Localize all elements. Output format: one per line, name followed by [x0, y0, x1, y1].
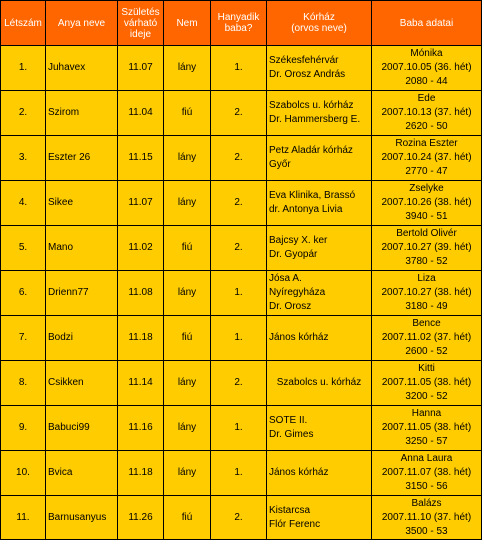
- cell-hospital: [267, 226, 372, 271]
- table-row: [1, 46, 482, 91]
- hospital-line: Dr. Gimes: [269, 429, 314, 440]
- cell-baby-data: [372, 361, 482, 406]
- cell-hospital: [267, 406, 372, 451]
- baby-birth-date: 2007.10.26 (38. hét): [381, 197, 472, 208]
- cell-count: 4.: [1, 181, 46, 226]
- baby-name: Kitti: [418, 363, 435, 374]
- header-text: (orvos neve): [291, 23, 347, 34]
- hospital-line: Kistarcsa: [269, 504, 311, 516]
- hospital-line: Bajcsy X. ker: [269, 235, 328, 246]
- cell-baby-data: [372, 406, 482, 451]
- cell-mother-name: Bvica: [46, 451, 118, 496]
- cell-count: 1.: [1, 46, 46, 91]
- hospital-line: Szabolcs u. kórház: [276, 377, 362, 388]
- cell-sex: fiú: [164, 226, 211, 271]
- cell-baby-data: [372, 271, 482, 316]
- cell-sex: lány: [164, 451, 211, 496]
- hospital-line: SOTE II.: [269, 415, 308, 426]
- baby-birth-date: 2007.11.02 (37. hét): [381, 332, 472, 343]
- baby-birth-date: 2007.11.05 (38. hét): [381, 377, 472, 388]
- cell-baby-data: [372, 91, 482, 136]
- cell-due-date: 11.04: [118, 91, 164, 136]
- cell-count: 6.: [1, 271, 46, 316]
- baby-weight-length: 2620 - 50: [405, 121, 448, 132]
- baby-name: Rozina Eszter: [395, 138, 458, 149]
- cell-sex: lány: [164, 271, 211, 316]
- header-text: Anya neve: [57, 17, 106, 29]
- hospital-line: dr. Antonya Livia: [269, 204, 343, 215]
- cell-due-date: 11.18: [118, 316, 164, 361]
- baby-weight-length: 3940 - 51: [405, 211, 448, 222]
- cell-mother-name: Mano: [46, 226, 118, 271]
- baby-name: Zselyke: [409, 183, 444, 194]
- cell-count: 8.: [1, 361, 46, 406]
- header-cell-due-date: [118, 1, 164, 46]
- header-text: Hanyadik: [217, 12, 260, 23]
- cell-count: 10.: [1, 451, 46, 496]
- cell-due-date: 11.18: [118, 451, 164, 496]
- cell-mother-name: Juhavex: [46, 46, 118, 91]
- hospital-line: János kórház: [269, 467, 329, 478]
- baby-weight-length: 2770 - 47: [405, 166, 448, 177]
- cell-baby-data: [372, 316, 482, 361]
- cell-sex: lány: [164, 406, 211, 451]
- baby-name: Balázs: [411, 497, 442, 509]
- cell-nth-baby: 2.: [211, 181, 267, 226]
- cell-mother-name: Babuci99: [46, 406, 118, 451]
- cell-mother-name: Sikee: [46, 181, 118, 226]
- table-row: [1, 136, 482, 181]
- cell-mother-name: Bodzi: [46, 316, 118, 361]
- cell-sex: fiú: [164, 91, 211, 136]
- baby-weight-length: 3780 - 52: [405, 256, 448, 267]
- cell-sex: lány: [164, 181, 211, 226]
- table-row: [1, 271, 482, 316]
- cell-nth-baby: 1.: [211, 406, 267, 451]
- baby-birth-date: 2007.11.07 (38. hét): [381, 467, 472, 478]
- cell-baby-data: [372, 181, 482, 226]
- baby-birth-date: 2007.10.05 (36. hét): [381, 62, 472, 73]
- cell-hospital: [267, 91, 372, 136]
- cell-sex: fiú: [164, 496, 211, 540]
- hospital-line: Szabolcs u. kórház: [269, 100, 354, 111]
- hospital-line: Székesfehérvár: [269, 55, 339, 66]
- baby-weight-length: 3250 - 57: [405, 436, 448, 447]
- baby-weight-length: 2600 - 52: [405, 346, 448, 357]
- table-row: [1, 316, 482, 361]
- baby-weight-length: 3180 - 49: [405, 301, 448, 312]
- header-text: ideje: [129, 28, 152, 40]
- cell-sex: lány: [164, 361, 211, 406]
- cell-baby-data: [372, 496, 482, 540]
- header-text: Létszám: [4, 17, 42, 29]
- header-text: várható: [123, 17, 158, 29]
- table-row: [1, 406, 482, 451]
- baby-name: Anna Laura: [400, 453, 453, 464]
- cell-baby-data: [372, 226, 482, 271]
- baby-name: Hanna: [411, 408, 442, 419]
- cell-mother-name: Drienn77: [46, 271, 118, 316]
- cell-count: 11.: [1, 496, 46, 540]
- table-row: [1, 496, 482, 540]
- cell-due-date: 11.14: [118, 361, 164, 406]
- baby-birth-date: 2007.11.05 (38. hét): [381, 422, 472, 433]
- header-cell-sex: [164, 1, 211, 46]
- cell-due-date: 11.15: [118, 136, 164, 181]
- baby-birth-date: 2007.10.24 (37. hét): [381, 152, 472, 163]
- cell-count: 5.: [1, 226, 46, 271]
- cell-nth-baby: 2.: [211, 496, 267, 540]
- cell-nth-baby: 2.: [211, 361, 267, 406]
- cell-due-date: 11.02: [118, 226, 164, 271]
- baby-name: Ede: [417, 93, 436, 104]
- baby-weight-length: 3150 - 56: [405, 481, 448, 492]
- header-cell-mother: [46, 1, 118, 46]
- cell-sex: lány: [164, 136, 211, 181]
- baby-weight-length: 3200 - 52: [405, 391, 448, 402]
- cell-due-date: 11.08: [118, 271, 164, 316]
- hospital-line: Jósa A.: [269, 273, 302, 284]
- cell-mother-name: Szirom: [46, 91, 118, 136]
- baby-name: Mónika: [410, 48, 443, 59]
- cell-due-date: 11.16: [118, 406, 164, 451]
- cell-due-date: 11.07: [118, 181, 164, 226]
- baby-name: Bence: [412, 318, 441, 329]
- cell-due-date: 11.07: [118, 46, 164, 91]
- cell-hospital: [267, 361, 372, 406]
- hospital-line: János kórház: [269, 332, 329, 343]
- baby-birth-date: 2007.11.10 (37. hét): [381, 511, 472, 523]
- cell-nth-baby: 1.: [211, 451, 267, 496]
- cell-count: 7.: [1, 316, 46, 361]
- header-text: Születés: [121, 6, 160, 18]
- cell-mother-name: Eszter 26: [46, 136, 118, 181]
- header-cell-baby-data: [372, 1, 482, 46]
- cell-hospital: [267, 271, 372, 316]
- cell-due-date: 11.26: [118, 496, 164, 540]
- cell-nth-baby: 1.: [211, 316, 267, 361]
- baby-birth-date: 2007.10.27 (39. hét): [381, 242, 472, 253]
- table-row: [1, 361, 482, 406]
- hospital-line: Petz Aladár kórház: [269, 145, 353, 156]
- cell-baby-data: [372, 136, 482, 181]
- table-row: [1, 91, 482, 136]
- cell-count: 2.: [1, 91, 46, 136]
- baby-birth-date: 2007.10.27 (38. hét): [381, 287, 472, 298]
- header-text: Nem: [176, 17, 198, 29]
- header-cell-count: [1, 1, 46, 46]
- hospital-line: Eva Klinika, Brassó: [269, 190, 356, 201]
- cell-hospital: [267, 316, 372, 361]
- hospital-line: Dr. Hammersberg E.: [269, 114, 361, 125]
- baby-name: Bertold Olivér: [396, 228, 457, 239]
- hospital-line: Dr. Orosz András: [269, 69, 346, 80]
- cell-sex: fiú: [164, 316, 211, 361]
- hospital-line: Győr: [269, 159, 291, 170]
- cell-sex: lány: [164, 46, 211, 91]
- cell-nth-baby: 2.: [211, 91, 267, 136]
- cell-hospital: [267, 181, 372, 226]
- cell-nth-baby: 1.: [211, 46, 267, 91]
- cell-hospital: [267, 46, 372, 91]
- cell-hospital: [267, 136, 372, 181]
- cell-count: 3.: [1, 136, 46, 181]
- hospital-line: Nyíregyháza: [269, 287, 326, 298]
- header-text: baba?: [224, 23, 253, 34]
- header-cell-hospital: [267, 1, 372, 46]
- cell-mother-name: Csikken: [46, 361, 118, 406]
- cell-mother-name: Barnusanyus: [46, 496, 118, 540]
- header-text: Kórház: [303, 12, 335, 23]
- baby-name: Liza: [417, 273, 436, 284]
- hospital-line: Dr. Orosz: [269, 301, 312, 312]
- baby-weight-length: 2080 - 44: [405, 76, 448, 87]
- header-text: Baba adatai: [399, 17, 454, 29]
- header-row: [1, 1, 482, 46]
- cell-nth-baby: 2.: [211, 226, 267, 271]
- cell-nth-baby: 2.: [211, 136, 267, 181]
- cell-count: 9.: [1, 406, 46, 451]
- cell-baby-data: [372, 451, 482, 496]
- table-row: [1, 451, 482, 496]
- header-cell-nth-baby: [211, 1, 267, 46]
- hospital-line: Dr. Gyopár: [269, 249, 318, 260]
- cell-nth-baby: 1.: [211, 271, 267, 316]
- table-row: [1, 226, 482, 271]
- hospital-line: Flór Ferenc: [269, 518, 321, 530]
- cell-baby-data: [372, 46, 482, 91]
- cell-hospital: [267, 451, 372, 496]
- baby-weight-length: 3500 - 53: [405, 525, 448, 537]
- baby-birth-date: 2007.10.13 (37. hét): [381, 107, 472, 118]
- table-row: [1, 181, 482, 226]
- cell-hospital: [267, 496, 372, 540]
